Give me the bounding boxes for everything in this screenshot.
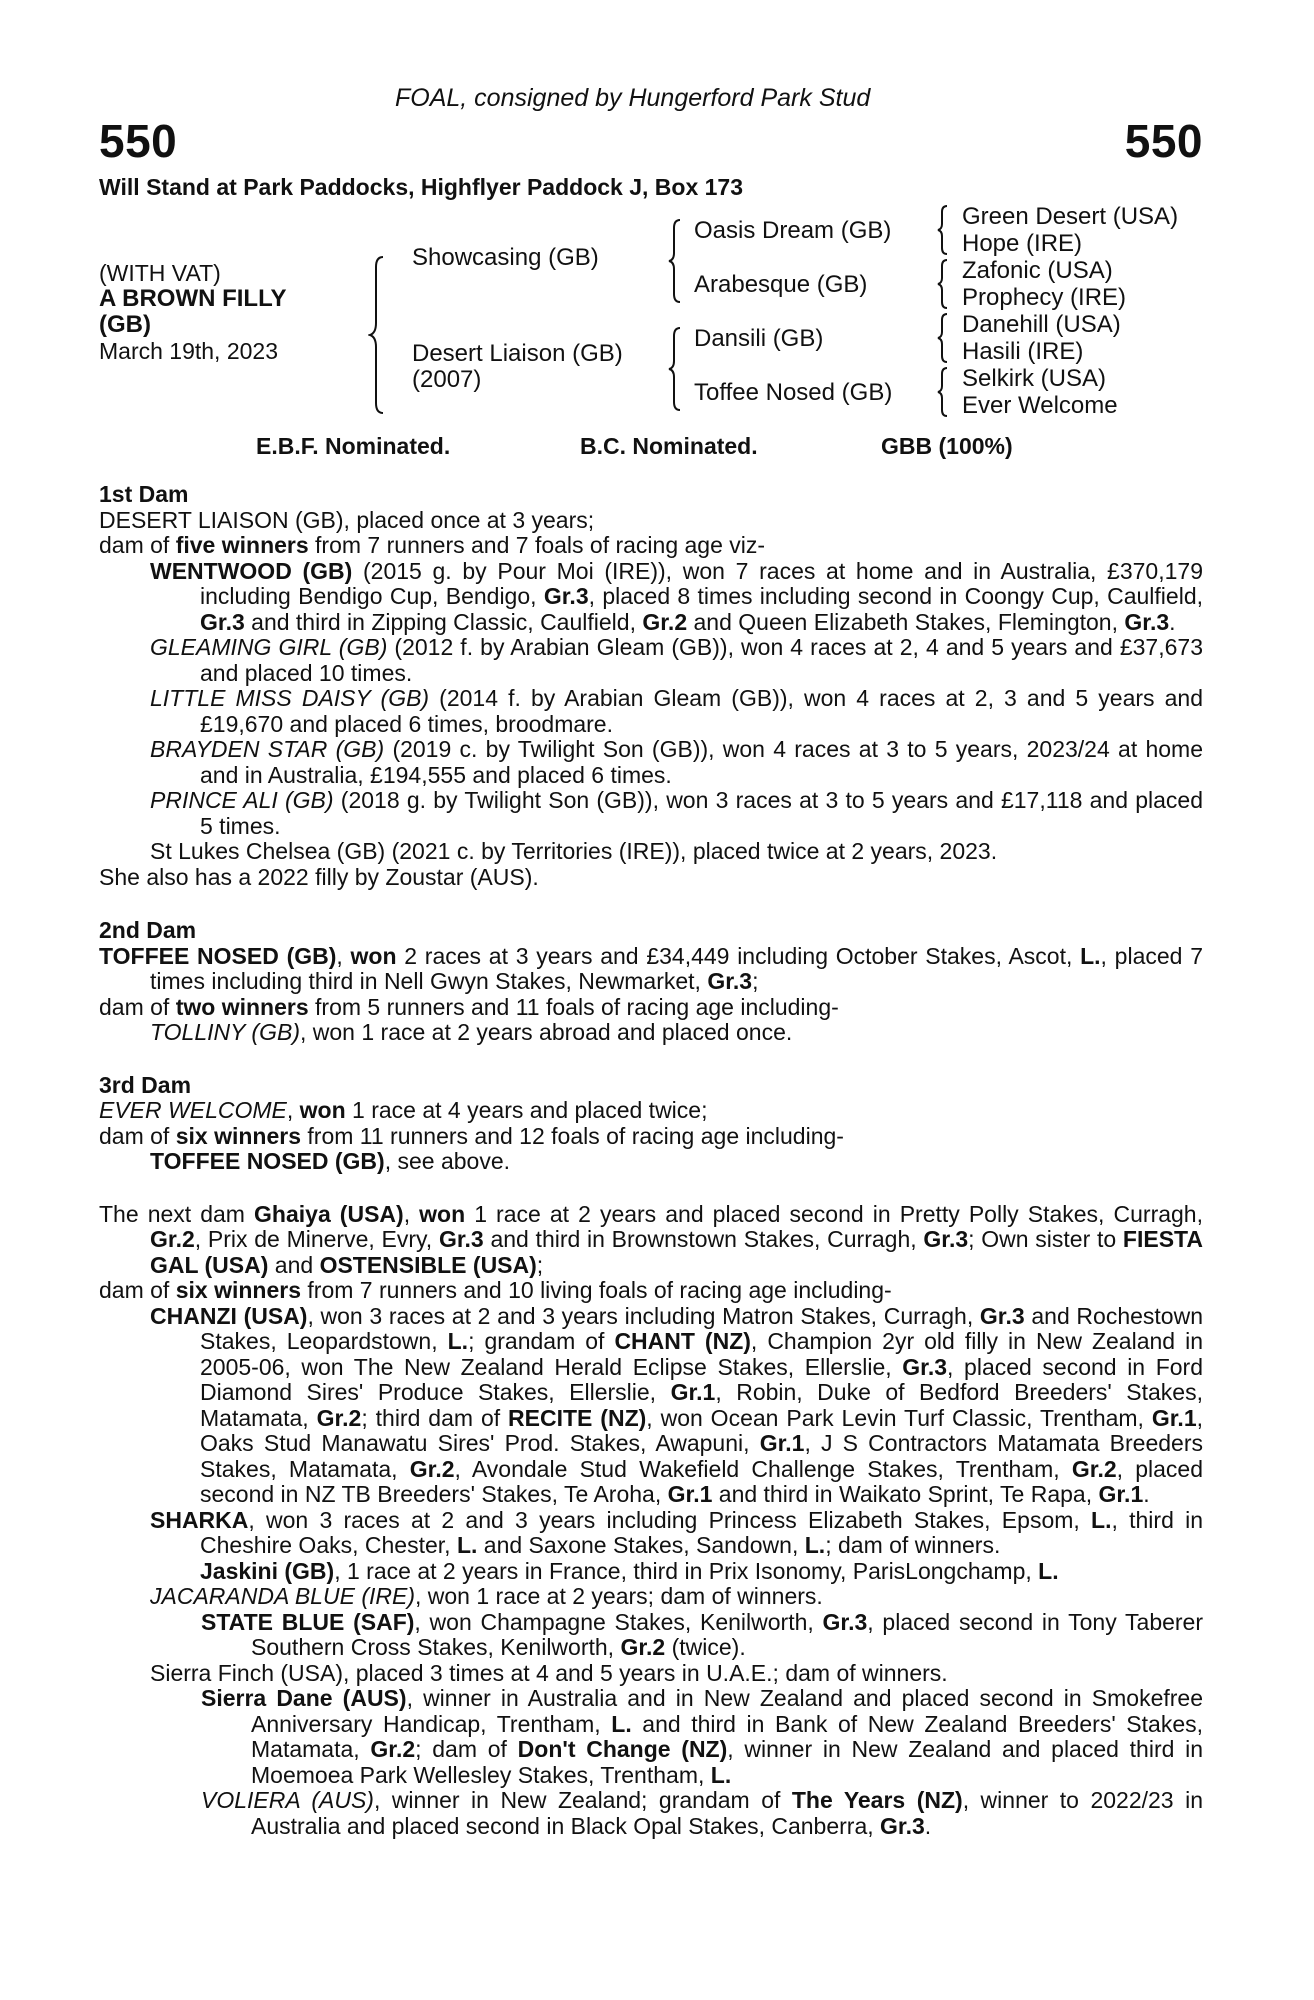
offspring-sharka: SHARKA, won 3 races at 2 and 3 years including Princess Elizabeth Stakes, Epsom, L., third in Cheshire Oaks, Chester, L. and Saxone Stakes, Sandown, L.; dam of winners. [150,1506,1203,1558]
stand-location: Will Stand at Park Paddocks, Highflyer Paddock J, Box 173 [99,174,743,200]
foaled-date: March 19th, 2023 [99,338,279,364]
next-dam-produce-summary: dam of six winners from 7 runners and 10 living foals of racing age including- [99,1277,892,1303]
first-dam-heading: 1st Dam [99,481,189,507]
catalogue-body [99,482,1203,1839]
pedigree-g3-5: Danehill (USA) [962,311,1121,338]
pedigree-sire: Showcasing (GB) [412,244,599,271]
grandoffspring-state-blue: STATE BLUE (SAF), won Champagne Stakes, Kenilworth, Gr.3, placed second in Tony Taberer Southern Cross Stakes, Kenilworth, Gr.2 (twice). [201,1608,1204,1660]
gbb-status: GBB (100%) [881,433,1013,459]
pedigree-brace-3d [936,366,950,418]
offspring-gleaming-girl: GLEAMING GIRL (GB) (2012 f. by Arabian Gleam (GB)), won 4 races at 2, 4 and 5 years and £37,673 and placed 10 times. [150,634,1203,686]
offspring-little-miss-daisy: LITTLE MISS DAISY (GB) (2014 f. by Arabian Gleam (GB)), won 4 races at 2, 3 and 5 years and £19,670 and placed 6 times, broodmare. [150,685,1203,737]
offspring-prince-ali: PRINCE ALI (GB) (2018 g. by Twilight Son (GB)), won 3 races at 3 to 5 years and £17,118 and placed 5 times. [150,787,1203,839]
ebf-nomination: E.B.F. Nominated. [256,433,451,459]
next-dam-record: The next dam Ghaiya (USA), won 1 race at 2 years and placed second in Pretty Polly Stakes, Curragh, Gr.2, Prix de Minerve, Evry, Gr.3 and third in Brownstown Stakes, Curragh, Gr.3; Own sister to FIESTA GAL (USA) and OSTENSIBLE (USA); [99,1200,1203,1278]
offspring-chanzi: CHANZI (USA), won 3 races at 2 and 3 years including Matron Stakes, Curragh, Gr.3 and Rochestown Stakes, Leopardstown, L.; grandam of CHANT (NZ), Champion 2yr old filly in New Zealand in 2005-06, won The New Zealand Herald Eclipse Stakes, Ellerslie, Gr.3, placed second in Ford Diamond Sires' Produce Stakes, Ellerslie, Gr.1, Robin, Duke of Bedford Breeders' Stakes, Matamata, Gr.2; third dam of RECITE (NZ), won Ocean Park Levin Turf Classic, Trentham, Gr.1, Oaks Stud Manawatu Sires' Prod. Stakes, Awapuni, Gr.1, J S Contractors Matamata Breeders Stakes, Matamata, Gr.2, Avondale Stud Wakefield Challenge Stakes, Trentham, Gr.2, placed second in NZ TB Breeders' Stakes, Te Aroha, Gr.1 and third in Waikato Sprint, Te Rapa, Gr.1. [150,1302,1204,1507]
horse-name: A BROWN FILLY [99,285,287,312]
horse-description [99,260,287,364]
pedigree-sire-sire: Oasis Dream (GB) [694,217,892,244]
offspring-brayden-star: BRAYDEN STAR (GB) (2019 c. by Twilight Son (GB)), won 4 races at 3 to 5 years, 2023/24 at home and in Australia, £194,555 and placed 6 times. [150,736,1203,788]
pedigree-dam: Desert Liaison (GB) [412,340,623,367]
pedigree-brace-3a [936,204,950,256]
grandoffspring-sierra-dane: Sierra Dane (AUS), winner in Australia and in New Zealand and placed second in Smokefree Anniversary Handicap, Trentham, L. and third in Bank of New Zealand Breeders' Stakes, Matamata, Gr.2; dam of Don't Change (NZ), winner in New Zealand and placed third in Moemoea Park Wellesley Stakes, Trentham, L. [201,1685,1204,1788]
pedigree-sire-dam: Arabesque (GB) [694,271,868,298]
pedigree-dam-dam: Toffee Nosed (GB) [694,379,893,406]
offspring-toffee-nosed: TOFFEE NOSED (GB), see above. [150,1148,511,1174]
third-dam-heading: 3rd Dam [99,1071,192,1098]
pedigree-brace-sire [667,218,683,304]
pedigree-g3-2: Hope (IRE) [962,230,1083,257]
pedigree-g3-8: Ever Welcome [962,392,1118,419]
first-dam-also: She also has a 2022 filly by Zoustar (AUS). [99,863,539,890]
first-dam-produce-summary: dam of five winners from 7 runners and 7 foals of racing age viz- [99,532,766,558]
offspring-sierra-finch: Sierra Finch (USA), placed 3 times at 4 and 5 years in U.A.E.; dam of winners. [150,1659,948,1686]
second-dam-record: TOFFEE NOSED (GB), won 2 races at 3 years and £34,449 including October Stakes, Ascot, L., placed 7 times including third in Nell Gwyn Stakes, Newmarket, Gr.3; [99,942,1203,994]
pedigree-brace-3b [936,258,950,310]
lot-number-right: 550 [1124,115,1203,167]
second-dam-heading: 2nd Dam [99,917,197,943]
offspring-jacaranda-blue: JACARANDA BLUE (IRE), won 1 race at 2 years; dam of winners. [150,1583,823,1609]
second-dam-produce-summary: dam of two winners from 5 runners and 11 foals of racing age including- [99,993,839,1020]
pedigree-brace-main [368,255,386,415]
first-dam-intro: DESERT LIAISON (GB), placed once at 3 years; [99,506,595,533]
offspring-tolliny: TOLLINY (GB), won 1 race at 2 years abroad and placed once. [150,1019,793,1045]
third-dam-record: EVER WELCOME, won 1 race at 4 years and placed twice; [99,1097,708,1123]
third-dam-produce-summary: dam of six winners from 11 runners and 12 foals of racing age including- [99,1122,844,1149]
bc-nomination: B.C. Nominated. [580,433,758,459]
pedigree-g3-3: Zafonic (USA) [962,257,1113,284]
horse-name-country: (GB) [99,311,151,338]
pedigree-dam-year: (2007) [412,366,482,393]
pedigree-g3-7: Selkirk (USA) [962,365,1107,392]
vat-note: (WITH VAT) [99,260,221,286]
grandoffspring-jaskini: Jaskini (GB), 1 race at 2 years in France, third in Prix Isonomy, ParisLongchamp, L. [200,1557,1059,1584]
pedigree-g3-1: Green Desert (USA) [962,203,1179,230]
offspring-wentwood: WENTWOOD (GB) (2015 g. by Pour Moi (IRE)), won 7 races at home and in Australia, £370,179 including Bendigo Cup, Bendigo, Gr.3, placed 8 times including second in Coongy Cup, Caulfield, Gr.3 and third in Zipping Classic, Caulfield, Gr.2 and Queen Elizabeth Stakes, Flemington, Gr.3. [150,557,1203,635]
lot-number-left: 550 [99,115,178,167]
pedigree-dam-sire: Dansili (GB) [694,325,824,352]
pedigree-brace-dam [667,326,683,412]
pedigree-brace-3c [936,312,950,364]
pedigree-g3-4: Prophecy (IRE) [962,284,1127,311]
offspring-st-lukes-chelsea: St Lukes Chelsea (GB) (2021 c. by Territories (IRE)), placed twice at 2 years, 2023. [150,838,998,864]
grandoffspring-voliera: VOLIERA (AUS), winner in New Zealand; grandam of The Years (NZ), winner to 2022/23 in Australia and placed second in Black Opal Stakes, Canberra, Gr.3. [201,1787,1203,1839]
pedigree-g3-6: Hasili (IRE) [962,338,1084,365]
consignment-line: FOAL, consigned by Hungerford Park Stud [395,84,871,112]
